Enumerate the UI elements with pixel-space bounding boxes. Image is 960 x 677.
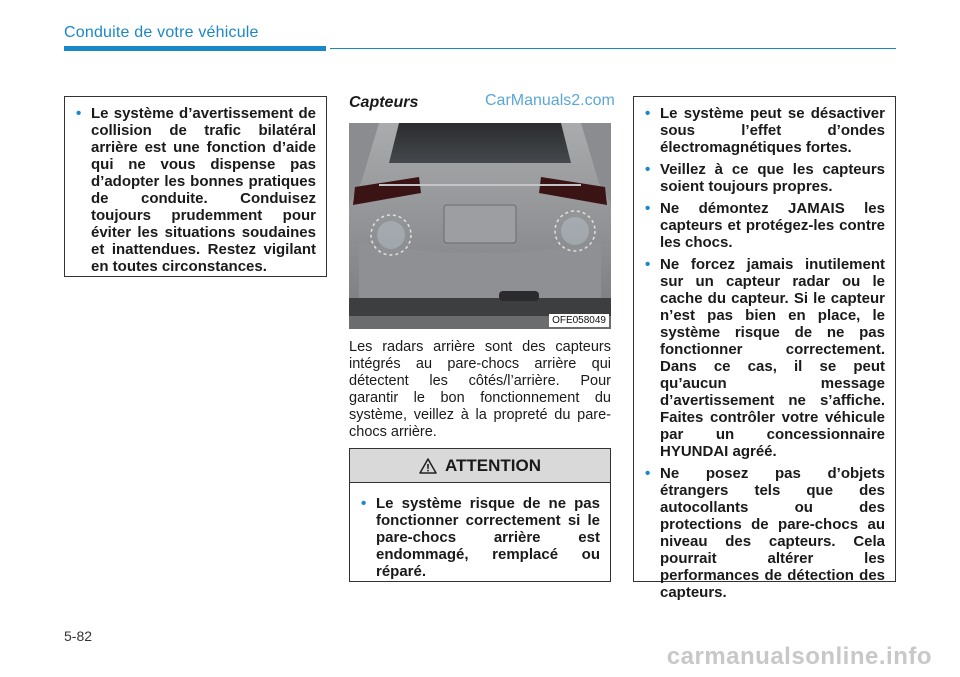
warning-box-right	[633, 96, 896, 601]
list-item-text: Le système peut se désactiver sous l’effet d’ondes électromagnétiques fortes.	[660, 105, 885, 156]
list-item	[643, 465, 885, 601]
list-item-text: Veillez à ce que les capteurs soient toujours propres.	[660, 161, 885, 195]
attention-box	[349, 448, 611, 582]
attention-body	[350, 483, 610, 594]
vehicle-rear-illustration	[349, 123, 611, 329]
warning-triangle-icon	[419, 458, 437, 474]
bullet-icon: •	[76, 105, 82, 122]
image-code-label: OFE058049	[549, 314, 609, 327]
header-section-title: Conduite de votre véhicule	[64, 24, 259, 41]
warning-box-left	[64, 96, 327, 277]
page-number: 5-82	[64, 628, 93, 644]
header-rule-thick	[64, 46, 326, 51]
bullet-icon: •	[645, 200, 651, 217]
list-item	[643, 105, 885, 156]
header-rule-thin	[330, 48, 896, 49]
list-item	[643, 161, 885, 195]
body-paragraph: Les radars arrière sont des capteurs intégrés au pare-chocs arrière qui détectent les côtés/l’arrière. Pour garantir le bon fonctionnement du système, veillez à la propreté du pare-chocs arrière.	[349, 339, 611, 440]
footer-watermark: carmanualsonline.info	[666, 643, 932, 670]
list-item-text: Ne posez pas d’objets étrangers tels que des autocollants ou des protections de pare-chocs au niveau des capteurs. Cela pourrait altérer les performances de détection des capteurs.	[660, 465, 885, 601]
list-item	[74, 105, 316, 275]
list-item	[359, 495, 600, 580]
warning-list-right	[643, 105, 885, 601]
list-item	[643, 200, 885, 251]
bullet-icon: •	[645, 465, 651, 482]
list-item-text: Le système d’avertissement de collision de trafic bilatéral arrière est une fonction d’aide qui ne vous dispense pas d’adopter les bonnes pratiques de conduite. Conduisez toujours prudemment pour éviter les situations soudaines et inattendues. Restez vigilant en toutes circonstances.	[91, 105, 316, 275]
bullet-icon: •	[645, 256, 651, 273]
list-item-text: Ne forcez jamais inutilement sur un capteur radar ou le cache du capteur. Si le capteur n’est pas bien en place, le système risque de ne pas fonctionner correctement. Dans ce cas, il se peut qu’aucun message d’avertissement ne s’affiche. Faites contrôler votre véhicule par un concessionnaire HYUNDAI agréé.	[660, 256, 885, 460]
list-item-text: Ne démontez JAMAIS les capteurs et protégez-les contre les chocs.	[660, 200, 885, 251]
attention-list	[359, 495, 600, 580]
bullet-icon: •	[361, 495, 367, 512]
watermark-text: CarManuals2.com	[485, 92, 615, 109]
bullet-icon: •	[645, 161, 651, 178]
rear-sensor-photo	[349, 123, 611, 329]
attention-header	[350, 449, 610, 483]
list-item-text: Le système risque de ne pas fonctionner correctement si le pare-chocs arrière est endommagé, remplacé ou réparé.	[376, 495, 600, 580]
attention-title: ATTENTION	[444, 455, 541, 475]
section-title: Capteurs	[349, 94, 419, 111]
warning-list-left	[74, 105, 316, 275]
bullet-icon: •	[645, 105, 651, 122]
list-item	[643, 256, 885, 460]
